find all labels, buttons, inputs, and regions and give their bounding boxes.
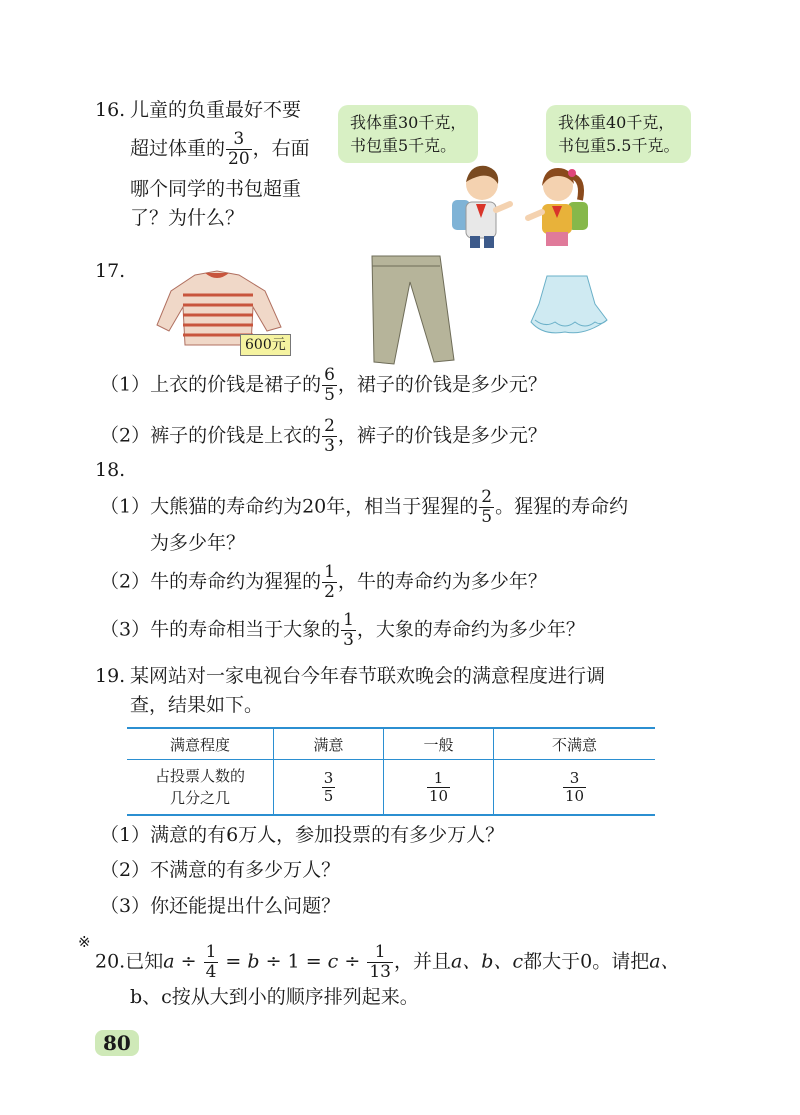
boy-bubble-line1: 我体重30千克， — [350, 113, 467, 132]
q18-p2-pre: （2）牛的寿命约为猩猩的 — [100, 570, 322, 593]
q17-part2 — [100, 418, 547, 455]
q17-number: 17. — [95, 260, 126, 282]
frac-den: 5 — [323, 786, 334, 805]
table-cell — [384, 760, 494, 816]
frac-num: 3 — [569, 768, 580, 787]
frac-den: 5 — [324, 385, 335, 405]
boy-bubble-line2: 书包重5千克。 — [350, 136, 457, 155]
frac-num: 3 — [233, 129, 245, 149]
table-fraction — [427, 768, 450, 805]
q18-p3-post: ，大象的寿命约为多少年？ — [356, 618, 585, 641]
div-one: ÷ 1 = — [259, 950, 328, 973]
boy-illustration — [440, 160, 520, 250]
q20-fraction1 — [204, 944, 219, 981]
q19-line1: 某网站对一家电视台今年春节联欢晚会的满意程度进行调 — [130, 665, 606, 687]
frac-num: 2 — [481, 487, 493, 507]
frac-den: 2 — [324, 582, 335, 602]
q18-part2 — [100, 564, 547, 601]
girl-bubble-line1: 我体重40千克， — [558, 113, 675, 132]
table-row-label — [127, 760, 274, 816]
var-b: b — [247, 950, 260, 973]
q18-p1-fraction — [479, 489, 494, 526]
q19-part3: （3）你还能提出什么问题？ — [100, 895, 341, 917]
frac-num: 1 — [343, 610, 354, 630]
q16-line2 — [130, 131, 310, 168]
q16-line1: 儿童的负重最好不要 — [130, 99, 302, 121]
vars-abc: a、b、c — [450, 950, 524, 973]
row-label-line2: 几分之几 — [169, 789, 230, 807]
q16-line2-post: ，右面 — [252, 137, 310, 160]
frac-den: 10 — [428, 786, 449, 805]
q20-post1: ，并且 — [393, 950, 451, 973]
q19-number: 19. — [95, 665, 126, 687]
table-fraction — [563, 768, 586, 805]
table-header-cell: 满意程度 — [127, 728, 274, 760]
q16-line2-pre: 超过体重的 — [130, 137, 226, 160]
frac-num: 1 — [433, 768, 444, 787]
table-header-cell: 不满意 — [494, 728, 655, 760]
frac-den: 5 — [481, 507, 493, 527]
q20-fraction2 — [367, 944, 393, 981]
frac-num: 6 — [324, 365, 335, 385]
q18-p1-post: 。猩猩的寿命约 — [495, 495, 629, 518]
frac-num: 3 — [323, 768, 334, 787]
girl-speech-bubble — [546, 105, 691, 163]
q17-p1-pre: （1）上衣的价钱是裙子的 — [100, 373, 322, 396]
q19-part1: （1）满意的有6万人，参加投票的有多少万人？ — [100, 824, 505, 846]
q16-line3: 哪个同学的书包超重 — [130, 178, 302, 200]
q18-part1-line2: 为多少年？ — [150, 532, 246, 554]
row-label-line1: 占投票人数的 — [154, 767, 245, 785]
var-a: a — [163, 950, 175, 973]
q18-number: 18. — [95, 459, 126, 481]
skirt-illustration — [525, 270, 615, 340]
q17-p2-fraction — [322, 418, 337, 455]
q18-p3-fraction — [341, 612, 356, 649]
satisfaction-table — [127, 727, 655, 816]
q16-fraction — [226, 131, 252, 168]
q20-post2: 都大于0。请把 — [523, 950, 650, 973]
q17-p1-post: ，裙子的价钱是多少元？ — [337, 373, 547, 396]
trousers-illustration — [368, 252, 458, 367]
frac-num: 1 — [205, 942, 217, 962]
q17-p1-fraction — [322, 367, 337, 404]
q17-p2-pre: （2）裤子的价钱是上衣的 — [100, 424, 322, 447]
table-header-cell: 满意 — [274, 728, 384, 760]
q20-optional-mark: ※ — [78, 933, 91, 951]
table-header-row — [127, 728, 655, 760]
div-sign: ÷ — [174, 950, 203, 973]
q19-part2: （2）不满意的有多少万人？ — [100, 859, 341, 881]
q16-number: 16. — [95, 99, 126, 121]
q16-line4: 了？为什么？ — [130, 207, 245, 229]
q18-p1-pre: （1）大熊猫的寿命约为20年，相当于猩猩的 — [100, 495, 479, 518]
girl-bubble-line2: 书包重5.5千克。 — [558, 136, 680, 155]
q20-line1 — [95, 944, 680, 981]
q19-line2: 查，结果如下。 — [130, 694, 264, 716]
table-cell — [274, 760, 384, 816]
table-cell — [494, 760, 655, 816]
div-sign: ÷ — [338, 950, 367, 973]
var-a-tail: a、 — [649, 950, 680, 973]
q20-line2: b、c按从大到小的顺序排列起来。 — [130, 986, 419, 1008]
q17-p2-post: ，裤子的价钱是多少元？ — [337, 424, 547, 447]
q18-p2-post: ，牛的寿命约为多少年？ — [337, 570, 547, 593]
q18-p3-pre: （3）牛的寿命相当于大象的 — [100, 618, 341, 641]
equals-sign: = — [219, 950, 248, 973]
q18-p2-fraction — [322, 564, 337, 601]
q18-part3 — [100, 612, 585, 649]
q20-pre: 已知 — [125, 950, 164, 973]
frac-num: 1 — [324, 562, 335, 582]
frac-den: 3 — [343, 630, 354, 650]
table-row — [127, 760, 655, 816]
q17-part1 — [100, 367, 547, 404]
frac-den: 4 — [205, 962, 217, 982]
frac-den: 3 — [324, 436, 335, 456]
var-c: c — [327, 950, 339, 973]
table-header-cell: 一般 — [384, 728, 494, 760]
boy-speech-bubble — [338, 105, 478, 163]
frac-num: 2 — [324, 416, 335, 436]
girl-illustration — [520, 160, 600, 250]
frac-den: 10 — [564, 786, 585, 805]
frac-num: 1 — [374, 942, 386, 962]
page-number: 80 — [95, 1030, 139, 1056]
table-fraction — [322, 768, 336, 805]
price-tag: 600元 — [240, 334, 291, 356]
frac-den: 13 — [369, 962, 391, 982]
frac-den: 20 — [228, 149, 250, 169]
q20-number: 20. — [95, 950, 126, 973]
q18-part1 — [100, 489, 628, 526]
